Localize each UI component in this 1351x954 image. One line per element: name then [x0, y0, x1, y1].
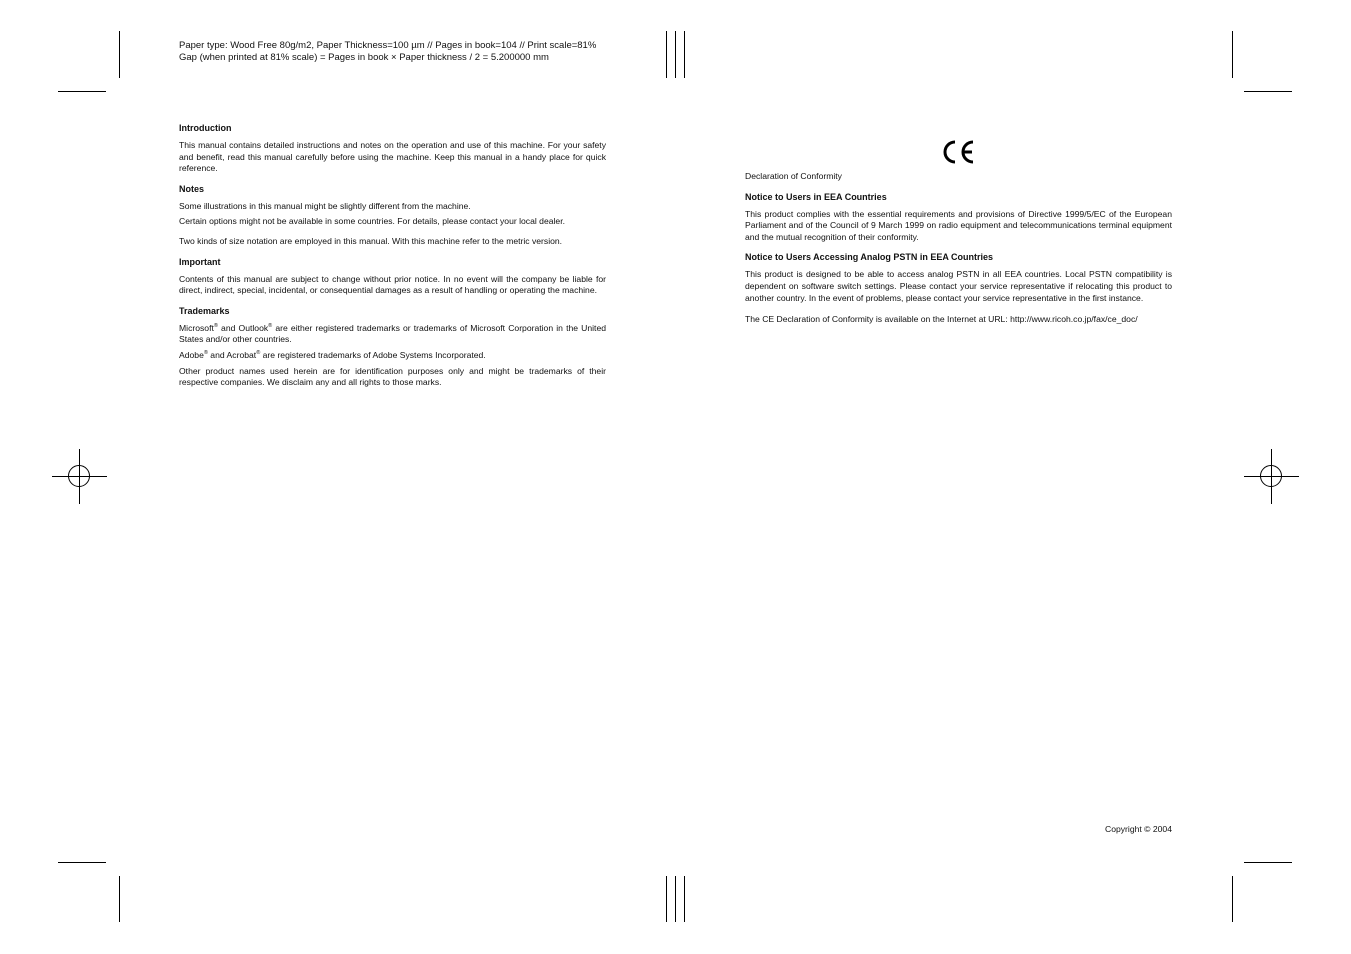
- trademark-outlook: and Outlook: [217, 322, 269, 333]
- trademark-adobe: Adobe: [179, 349, 204, 360]
- ce-url-text: The CE Declaration of Conformity is available on the Internet at URL: http://www.ricoh.co.jp/fax/ce_doc/: [745, 314, 1138, 325]
- trademarks-other: Other product names used herein are for identification purposes only and might be trademarks of their respective companies. We disclaim any and all rights to those marks.: [179, 365, 606, 388]
- trademark-microsoft-text: are either registered trademarks or trademarks of Microsoft Corporation in the United States and/or other countries.: [179, 322, 606, 345]
- registered-mark: ®: [268, 322, 273, 329]
- registered-mark: ®: [256, 350, 261, 357]
- left-page-column: [179, 122, 606, 393]
- pstn-heading: Notice to Users Accessing Analog PSTN in EEA Countries: [745, 252, 994, 263]
- declaration-label: Declaration of Conformity: [745, 171, 842, 181]
- trademarks-heading: Trademarks: [179, 305, 230, 316]
- registered-mark: ®: [213, 322, 218, 329]
- notes-text-1: Some illustrations in this manual might be slightly different from the machine.: [179, 200, 471, 211]
- ce-mark-icon: [941, 139, 975, 165]
- important-heading: Important: [179, 256, 221, 267]
- trademarks-microsoft: [179, 323, 606, 346]
- introduction-heading: Introduction: [179, 123, 232, 133]
- trademark-microsoft: Microsoft: [179, 322, 214, 333]
- notes-text-2: Certain options might not be available in some countries. For details, please contact your local dealer.: [179, 216, 565, 227]
- registered-mark: ®: [203, 350, 208, 357]
- right-page-column: [745, 171, 1172, 330]
- eea-text: This product complies with the essential requirements and provisions of Directive 1999/5/EC of the European Parliament and of the Council of 9 March 1999 on radio equipment and telecommunications terminal equipment and the mutual recognition of their conformity.: [745, 208, 1172, 242]
- pstn-text: This product is designed to be able to access analog PSTN in all EEA countries. Local PSTN compatibility is dependent on software switch settings. Please contact your service representative if relocating this product to another country. In the event of problems, please contact your service representative in the first instance.: [745, 269, 1172, 303]
- notes-heading: Notes: [179, 183, 205, 194]
- copyright-notice: Copyright © 2004: [1104, 824, 1172, 834]
- print-info-line-2: Gap (when printed at 81% scale) = Pages in book × Paper thickness / 2 = 5.200000 mm: [179, 52, 549, 63]
- trademarks-adobe: [179, 350, 606, 362]
- print-info-line-1: Paper type: Wood Free 80g/m2, Paper Thickness=100 µm // Pages in book=104 // Print scale=81%: [179, 40, 597, 51]
- notes-text-3: Two kinds of size notation are employed in this manual. With this machine refer to the metric version.: [179, 235, 563, 246]
- important-text: Contents of this manual are subject to change without prior notice. In no event will the company be liable for direct, indirect, special, incidental, or consequential damages as a result of handling or operating the machine.: [179, 273, 606, 296]
- trademark-acrobat: and Acrobat: [207, 349, 257, 360]
- print-info-header: [179, 40, 596, 64]
- trademark-adobe-text: are registered trademarks of Adobe Systems Incorporated.: [260, 349, 486, 360]
- introduction-text: This manual contains detailed instructions and notes on the operation and use of this machine. For your safety and benefit, read this manual carefully before using the machine. Keep this manual in a handy place for quick reference.: [179, 140, 606, 174]
- eea-heading: Notice to Users in EEA Countries: [745, 191, 887, 202]
